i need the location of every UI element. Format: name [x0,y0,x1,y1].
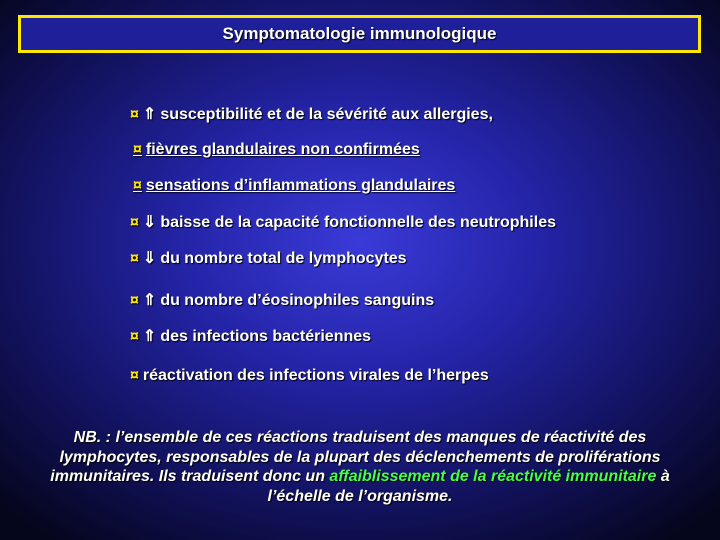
item-text: susceptibilité et de la sévérité aux allergies, [160,106,493,123]
list-item [130,248,407,268]
up-arrow-icon: ⇑ [142,328,157,345]
list-item [130,326,371,346]
slide-title: Symptomatologie immunologique [222,24,497,43]
item-text: sensations d’inflammations glandulaires [145,177,456,194]
list-item [133,141,420,159]
bullet-mark: ¤ [130,328,139,345]
item-text: baisse de la capacité fonctionnelle des neutrophiles [160,214,556,231]
bullet-mark: ¤ [130,106,139,123]
list-item [133,177,455,195]
list-item [130,104,493,124]
bullet-mark: ¤ [133,141,142,158]
list-item [130,212,556,232]
bullet-mark: ¤ [130,292,139,309]
note-highlight: affaiblissement de la réactivité immunitaire [329,468,657,485]
item-text: fièvres glandulaires non confirmées [145,141,420,158]
bullet-mark: ¤ [130,367,139,384]
up-arrow-icon: ⇑ [142,106,157,123]
bullet-mark: ¤ [133,177,142,194]
item-text: du nombre d’éosinophiles sanguins [160,292,435,309]
up-arrow-icon: ⇑ [142,292,157,309]
note-paragraph [28,428,692,506]
bullet-mark: ¤ [130,214,139,231]
list-item [130,290,434,310]
list-item [130,367,489,385]
down-arrow-icon: ⇓ [142,250,157,267]
item-text: réactivation des infections virales de l’herpes [142,367,489,384]
note-text: NB. : l’ensemble de ces réactions traduisent des manques de réactivité des lymphocytes, responsables de la plupart des déclenchements de proliférations immunitaires. Ils traduisent donc un [50,429,661,485]
item-text: des infections bactériennes [160,328,372,345]
note-text-end: à l’échelle de l’organisme. [267,468,670,505]
title-box [18,15,701,53]
item-text: du nombre total de lymphocytes [160,250,407,267]
down-arrow-icon: ⇓ [142,214,157,231]
bullet-mark: ¤ [130,250,139,267]
